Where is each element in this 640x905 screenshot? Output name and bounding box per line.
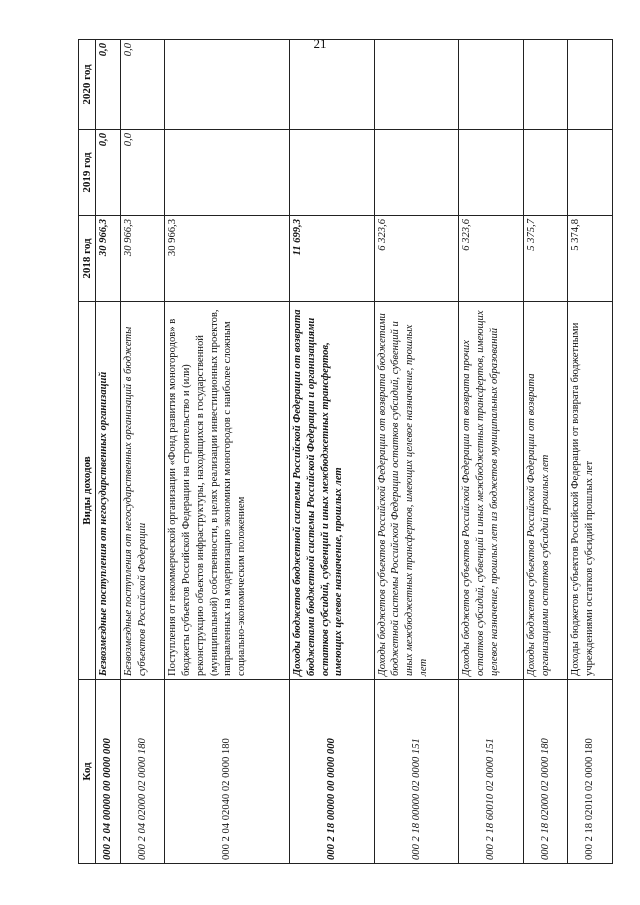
header-2019: 2019 год xyxy=(79,130,96,216)
value-2020-cell xyxy=(568,40,613,130)
name-cell: Безвозмездные поступления от негосударственных организаций xyxy=(96,302,120,680)
name-cell: Безвозмездные поступления от негосударственных организаций в бюджеты субъектов Российской Федерации xyxy=(120,302,165,680)
value-2019-cell: 0,0 xyxy=(96,130,120,216)
page-number: 21 xyxy=(313,36,327,51)
value-2019-cell xyxy=(290,130,375,216)
value-2020-cell: 0,0 xyxy=(96,40,120,130)
table-body xyxy=(96,40,613,864)
code-cell: 000 2 18 60010 02 0000 151 xyxy=(459,680,524,864)
header-2020: 2020 год xyxy=(79,40,96,130)
name-cell: Доходы бюджетов субъектов Российской Федерации от возврата бюджетными учреждениями остатков субсидий прошлых лет xyxy=(568,302,613,680)
code-cell: 000 2 04 02040 02 0000 180 xyxy=(165,680,290,864)
value-2018-cell: 5 374,8 xyxy=(568,216,613,302)
value-2018-cell: 6 323,6 xyxy=(374,216,459,302)
name-cell: Доходы бюджетов субъектов Российской Федерации от возврата прочих остатков субсидий, субвенций и иных межбюджетных трансфертов, имеющих целевое назначение, прошлых лет из бюджетов муниципальных образований xyxy=(459,302,524,680)
table-row xyxy=(568,40,613,864)
name-cell: Доходы бюджетов бюджетной системы Российской Федерации от возврата бюджетами бюджетной системы Российской Федерации и организациями остатков субсидий, субвенций и иных межбюджетных трансфертов, имеющих целевое назначение, прошлых лет xyxy=(290,302,375,680)
header-name: Виды доходов xyxy=(79,302,96,680)
value-2020-cell xyxy=(290,40,375,130)
value-2018-cell: 5 375,7 xyxy=(523,216,568,302)
value-2019-cell xyxy=(568,130,613,216)
code-cell: 000 2 04 02000 02 0000 180 xyxy=(120,680,165,864)
table-row xyxy=(96,40,120,864)
table-row xyxy=(120,40,165,864)
value-2018-cell: 30 966,3 xyxy=(120,216,165,302)
name-cell: Доходы бюджетов субъектов Российской Федерации от возврата бюджетами бюджетной системы Российской Федерации остатков субсидий, субвенций и иных межбюджетных трансфертов, имеющих целевое назначение, прошлых лет xyxy=(374,302,459,680)
value-2020-cell xyxy=(459,40,524,130)
table-row xyxy=(290,40,375,864)
value-2018-cell: 11 699,3 xyxy=(290,216,375,302)
header-2018: 2018 год xyxy=(79,216,96,302)
revenue-table xyxy=(78,39,613,864)
value-2020-cell xyxy=(165,40,290,130)
value-2019-cell: 0,0 xyxy=(120,130,165,216)
code-cell: 000 2 18 02010 02 0000 180 xyxy=(568,680,613,864)
table-header-row xyxy=(79,40,96,864)
table-row xyxy=(165,40,290,864)
value-2018-cell: 30 966,3 xyxy=(96,216,120,302)
value-2018-cell: 30 966,3 xyxy=(165,216,290,302)
rotated-table-frame xyxy=(78,40,613,864)
code-cell: 000 2 18 02000 02 0000 180 xyxy=(523,680,568,864)
value-2020-cell xyxy=(523,40,568,130)
table-row xyxy=(459,40,524,864)
code-cell: 000 2 04 00000 00 0000 000 xyxy=(96,680,120,864)
value-2019-cell xyxy=(374,130,459,216)
value-2019-cell xyxy=(523,130,568,216)
value-2019-cell xyxy=(459,130,524,216)
value-2020-cell: 0,0 xyxy=(120,40,165,130)
table-row xyxy=(523,40,568,864)
name-cell: Доходы бюджетов субъектов Российской Федерации от возврата организациями остатков субсидий прошлых лет xyxy=(523,302,568,680)
value-2018-cell: 6 323,6 xyxy=(459,216,524,302)
table-row xyxy=(374,40,459,864)
value-2019-cell xyxy=(165,130,290,216)
header-code: Код xyxy=(79,680,96,864)
code-cell: 000 2 18 00000 00 0000 000 xyxy=(290,680,375,864)
value-2020-cell xyxy=(374,40,459,130)
code-cell: 000 2 18 00000 02 0000 151 xyxy=(374,680,459,864)
name-cell: Поступления от некоммерческой организации «Фонд развития моногородов» в бюджеты субъектов Российской Федерации на строительство и (или) реконструкцию объектов инфраструктуры, находящихся в государственной (муниципальной) собственности, в целях реализации инвестиционных проектов, направленных на модернизацию экономики моногородов с наиболее сложным социально-экономическим положением xyxy=(165,302,290,680)
